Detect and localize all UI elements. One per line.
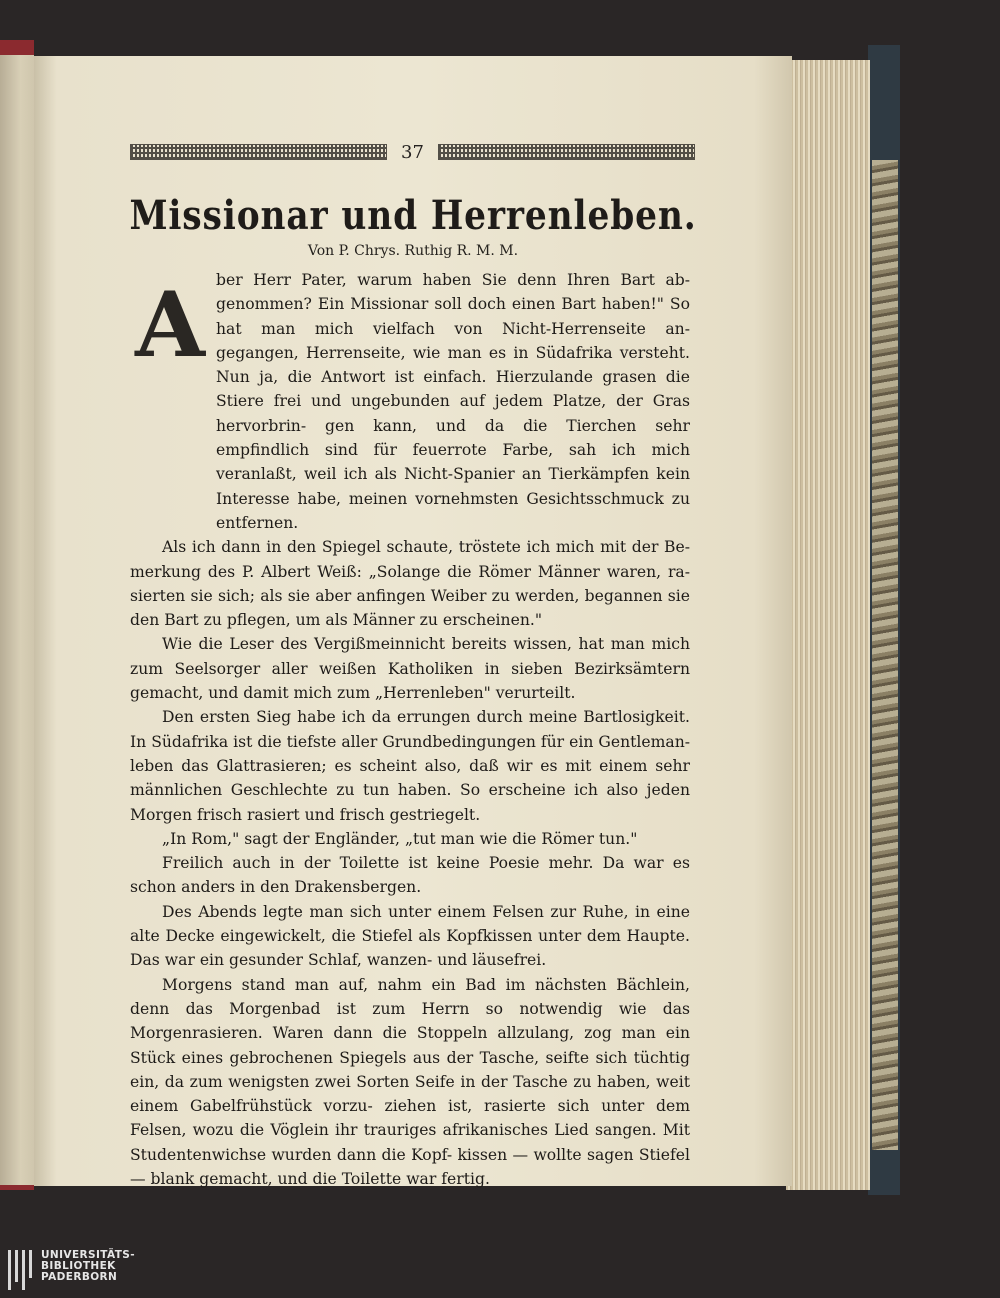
paragraph-4: Den ersten Sieg habe ich da errungen durch meine Bartlosigkeit. In Südafrika ist die tiefste aller Grundbedingungen für ein Gentleman- leben das Glattrasieren; es scheint also, daß wir es mit einem sehr männlichen Geschlechte zu tun haben. So erscheine ich also jeden Morgen frisch rasiert und frisch gestriegelt. bbox=[130, 708, 690, 824]
article-title: Missionar und Herrenleben. bbox=[129, 192, 697, 239]
page-header bbox=[130, 143, 695, 161]
paragraph-5: „In Rom," sagt der Engländer, „tut man wie die Römer tun." bbox=[162, 829, 638, 848]
library-logo bbox=[8, 1250, 135, 1290]
ornament-right bbox=[438, 144, 695, 160]
article-body bbox=[130, 268, 690, 1191]
article-byline: Von P. Chrys. Ruthig R. M. M. bbox=[307, 243, 519, 259]
paragraph-2: Als ich dann in den Spiegel schaute, tröstete ich mich mit der Be- merkung des P. Albert Weiß: „Solange die Römer Männer waren, ra- sierten sie sich; als sie aber anfingen Weiber zu werden, begannen sie den Bart zu pflegen, um als Männer zu erscheinen." bbox=[130, 538, 690, 630]
library-logo-text bbox=[41, 1250, 135, 1283]
paragraph-3: Wie die Leser des Vergißmeinnicht bereits wissen, hat man mich zum Seelsorger aller weißen Katholiken in sieben Bezirksämtern gemacht, und damit mich zum „Herrenleben" verurteilt. bbox=[130, 635, 690, 703]
page-stack-edge bbox=[786, 60, 870, 1190]
ornament-left bbox=[130, 144, 387, 160]
right-cover-marbling bbox=[872, 160, 898, 1150]
library-logo-icon bbox=[8, 1250, 32, 1290]
logo-line-2: BIBLIOTHEK bbox=[41, 1260, 116, 1272]
left-page-edge bbox=[0, 55, 34, 1185]
logo-line-3: PADERBORN bbox=[41, 1271, 118, 1283]
paragraph-1: ber Herr Pater, warum haben Sie denn Ihren Bart ab- genommen? Ein Missionar soll doch einen Bart haben!" So hat man mich vielfach von Nicht-Herrenseite an- gegangen, Herrenseite, wie man es in Südafrika versteht. Nun ja, die Antwort ist einfach. Hierzulande grasen die Stiere frei und ungebunden auf jedem Platze, der Gras hervorbrin- gen kann, und da die Tierchen sehr empfindlich sind für feuerrote Farbe, sah ich mich veranlaßt, weil ich als Nicht-Spanier an Tierkämpfen kein Interesse habe, meinen vornehmsten Gesichtsschmuck zu entfernen. bbox=[216, 271, 690, 532]
paragraph-7: Des Abends legte man sich unter einem Felsen zur Ruhe, in eine alte Decke eingewickelt, die Stiefel als Kopfkissen unter dem Haupte. Das war ein gesunder Schlaf, wanzen- und läusefrei. bbox=[130, 902, 690, 970]
decorated-initial: A bbox=[135, 271, 205, 378]
paragraph-8: Morgens stand man auf, nahm ein Bad im nächsten Bächlein, denn das Morgenbad ist zum Herrn so notwendig wie das Morgenrasieren. Waren dann die Stoppeln allzulang, zog man ein Stück eines gebrochenen Spiegels aus der Tasche, seifte sich tüchtig ein, da zum wenigsten zwei Sorten Seife in der Tasche zu haben, weit einem Gabelfrühstück vorzu- ziehen ist, rasierte sich unter dem Felsen, wozu die Vöglein ihr trauriges afrikanisches Lied sangen. Mit Studentenwichse wurden dann die Kopf- kissen — wollte sagen Stiefel — blank gemacht, und die Toilette war fertig. bbox=[130, 975, 690, 1188]
paragraph-6: Freilich auch in der Toilette ist keine Poesie mehr. Da war es schon anders in den Drakensbergen. bbox=[130, 854, 690, 897]
logo-line-1: UNIVERSITÄTS- bbox=[41, 1249, 136, 1261]
page-number: 37 bbox=[401, 141, 424, 163]
